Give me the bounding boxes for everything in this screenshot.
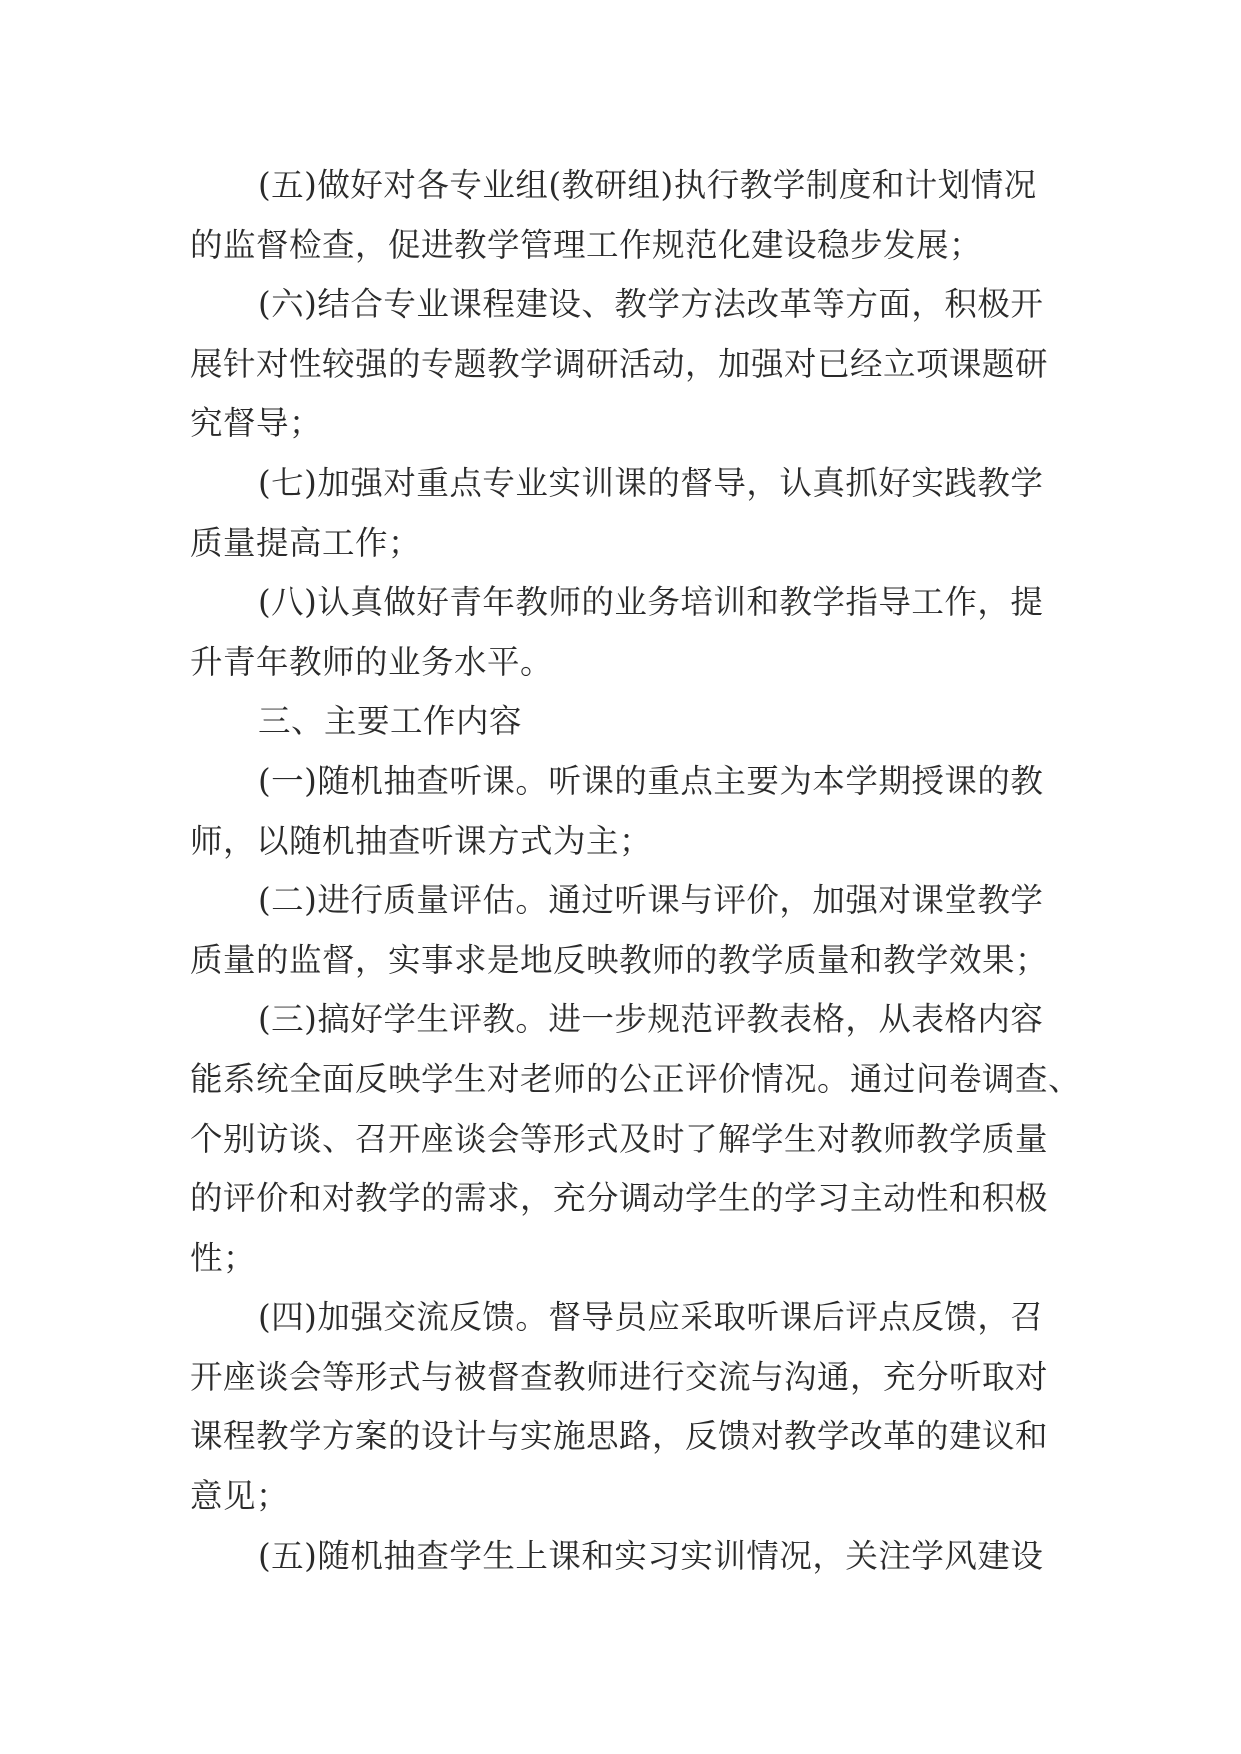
document-body — [190, 156, 1082, 1586]
text-line: 的监督检查，促进教学管理工作规范化建设稳步发展； — [190, 225, 983, 264]
text-line: 质量提高工作； — [190, 523, 422, 562]
text-line: (三)搞好学生评教。进一步规范评教表格，从表格内容 — [258, 1000, 1044, 1039]
text-line: 性； — [190, 1238, 257, 1277]
text-line: 个别访谈、召开座谈会等形式及时了解学生对教师教学质量 — [190, 1119, 1049, 1158]
text-line: 展针对性较强的专题教学调研活动，加强对已经立项课题研 — [190, 344, 1049, 383]
text-line: 课程教学方案的设计与实施思路，反馈对教学改革的建议和 — [190, 1417, 1049, 1456]
text-line: 开座谈会等形式与被督查教师进行交流与沟通，充分听取对 — [190, 1357, 1049, 1396]
text-line: (五)做好对各专业组(教研组)执行教学制度和计划情况 — [258, 166, 1037, 204]
text-line: 能系统全面反映学生对老师的公正评价情况。通过问卷调查、 — [190, 1059, 1082, 1098]
text-line: (四)加强交流反馈。督导员应采取听课后评点反馈，召 — [258, 1298, 1044, 1337]
text-line: 质量的监督，实事求是地反映教师的教学质量和教学效果； — [190, 940, 1049, 979]
section-heading: 三、主要工作内容 — [258, 702, 523, 741]
text-line: 究督导； — [190, 404, 323, 443]
text-line: (六)结合专业课程建设、教学方法改革等方面，积极开 — [258, 285, 1044, 324]
text-line: 升青年教师的业务水平。 — [190, 642, 554, 681]
text-line: (二)进行质量评估。通过听课与评价，加强对课堂教学 — [258, 881, 1044, 920]
text-line: 师，以随机抽查听课方式为主； — [190, 821, 653, 860]
text-line: 的评价和对教学的需求，充分调动学生的学习主动性和积极 — [190, 1179, 1049, 1218]
text-line: (七)加强对重点专业实训课的督导，认真抓好实践教学 — [258, 463, 1044, 502]
text-line: (八)认真做好青年教师的业务培训和教学指导工作，提 — [258, 583, 1044, 622]
text-line: (五)随机抽查学生上课和实习实训情况，关注学风建设 — [258, 1536, 1044, 1575]
text-line: 意见； — [190, 1477, 290, 1516]
text-line: (一)随机抽查听课。听课的重点主要为本学期授课的教 — [258, 761, 1044, 800]
